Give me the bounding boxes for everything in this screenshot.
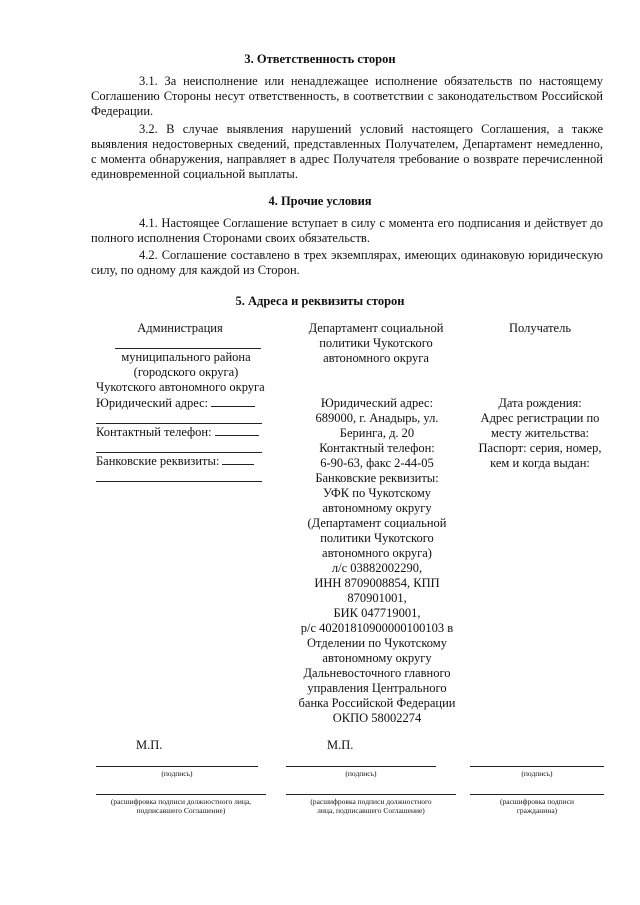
admin-header: Администрация xyxy=(137,321,223,335)
admin-decode-line[interactable] xyxy=(96,794,266,795)
section-3-title: 3. Ответственность сторон xyxy=(244,52,396,66)
admin-legal-address-field[interactable] xyxy=(211,396,255,407)
dept-requisite-line: ОКПО 58002274 xyxy=(332,711,422,725)
dept-stamp-label: М.П. xyxy=(327,738,354,752)
section-5-title: 5. Адреса и реквизиты сторон xyxy=(235,294,405,308)
dept-requisite-line: Отделении по Чукотскому xyxy=(307,636,447,650)
clause-3-2: 3.2. В случае выявления нарушений условий настоящего Соглашения, а также выявления недостоверных сведений, представленных Получателем, Департамент немедленно, с момента обнаружения, направляет в адрес Получателя требование о возврате перечисленной единовременной социальной выплаты. xyxy=(91,122,603,181)
recipient-signature-line[interactable] xyxy=(470,766,604,767)
admin-name-line xyxy=(115,348,261,349)
dept-requisite-line: Беринга, д. 20 xyxy=(339,426,415,440)
dept-requisite-line: УФК по Чукотскому xyxy=(323,486,431,500)
admin-signature-label: (подпись) xyxy=(161,769,193,778)
dept-requisite-line: л/с 03882002290, xyxy=(331,561,423,575)
recipient-requisite-line: Паспорт: серия, номер, xyxy=(478,441,602,455)
dept-decode-line[interactable] xyxy=(286,794,456,795)
recipient-requisite-line: месту жительства: xyxy=(490,426,590,440)
dept-requisite-line: Дальневосточного главного xyxy=(303,666,451,680)
dept-requisite-line: Банковские реквизиты: xyxy=(315,471,439,485)
recipient-requisite-line: Дата рождения: xyxy=(498,396,582,410)
recipient-decode-line[interactable] xyxy=(470,794,604,795)
clause-3-1: 3.1. За неисполнение или ненадлежащее исполнение обязательств по настоящему Соглашению Стороны несут ответственность, в соответствии с законодательством Российской Федерации. xyxy=(91,74,603,118)
admin-line-1: муниципального района xyxy=(121,350,251,364)
admin-bank-field[interactable] xyxy=(222,454,254,465)
admin-legal-address-row xyxy=(96,396,276,411)
admin-legal-address-line-2 xyxy=(96,423,262,424)
dept-requisite-line: управления Центрального xyxy=(307,681,447,695)
admin-stamp-label: М.П. xyxy=(136,738,163,752)
dept-requisite-line: ИНН 8709008854, КПП xyxy=(314,576,440,590)
dept-requisite-line: Контактный телефон: xyxy=(319,441,435,455)
dept-requisite-line: р/с 40201810900000100103 в xyxy=(300,621,454,635)
recipient-requisites xyxy=(465,396,615,471)
admin-line-2: (городского округа) xyxy=(133,365,239,379)
admin-bank-label: Банковские реквизиты: xyxy=(96,454,220,468)
recipient-header: Получатель xyxy=(508,321,572,335)
dept-signature-label: (подпись) xyxy=(345,769,377,778)
dept-requisite-line: Юридический адрес: xyxy=(320,396,434,410)
dept-requisite-line: 689000, г. Анадырь, ул. xyxy=(315,411,439,425)
recipient-requisite-line: кем и когда выдан: xyxy=(490,456,590,470)
admin-phone-field[interactable] xyxy=(215,425,259,436)
admin-bank-line-2 xyxy=(96,481,262,482)
dept-requisite-line: автономного округа) xyxy=(322,546,432,560)
admin-decode-label: (расшифровка подписи должностного лица, подписавшего Соглашение) xyxy=(110,797,252,815)
admin-bank-row xyxy=(96,454,276,469)
dept-requisite-line: политики Чукотского xyxy=(320,531,434,545)
admin-phone-line-2 xyxy=(96,452,262,453)
dept-requisite-line: БИК 047719001, xyxy=(333,606,421,620)
admin-phone-row xyxy=(96,425,276,440)
dept-signature-line[interactable] xyxy=(286,766,436,767)
dept-decode-label: (расшифровка подписи должностного лица, подписавшего Соглашение) xyxy=(310,797,432,815)
dept-requisite-line: 870901001, xyxy=(347,591,407,605)
dept-requisites xyxy=(282,396,472,726)
admin-legal-address-label: Юридический адрес: xyxy=(96,396,209,410)
dept-requisite-line: автономному округу xyxy=(322,501,432,515)
clause-4-1: 4.1. Настоящее Соглашение вступает в силу с момента его подписания и действует до полного исполнения Сторонами своих обязательств. xyxy=(91,216,603,245)
admin-line-3: Чукотского автономного округа xyxy=(96,380,265,394)
admin-phone-label: Контактный телефон: xyxy=(96,425,212,439)
dept-requisite-line: 6-90-63, факс 2-44-05 xyxy=(320,456,434,470)
clause-4-2: 4.2. Соглашение составлено в трех экземплярах, имеющих одинаковую юридическую силу, по одному для каждой из Сторон. xyxy=(91,248,603,277)
recipient-decode-label: (расшифровка подписи гражданина) xyxy=(499,797,575,815)
recipient-requisite-line: Адрес регистрации по xyxy=(480,411,600,425)
dept-requisite-line: автономному округу xyxy=(322,651,432,665)
dept-requisite-line: (Департамент социальной xyxy=(307,516,447,530)
recipient-signature-label: (подпись) xyxy=(521,769,553,778)
dept-header: Департамент социальной политики Чукотского автономного округа xyxy=(308,321,444,365)
admin-signature-line[interactable] xyxy=(96,766,258,767)
dept-requisite-line: банка Российской Федерации xyxy=(298,696,456,710)
section-4-title: 4. Прочие условия xyxy=(268,194,372,208)
